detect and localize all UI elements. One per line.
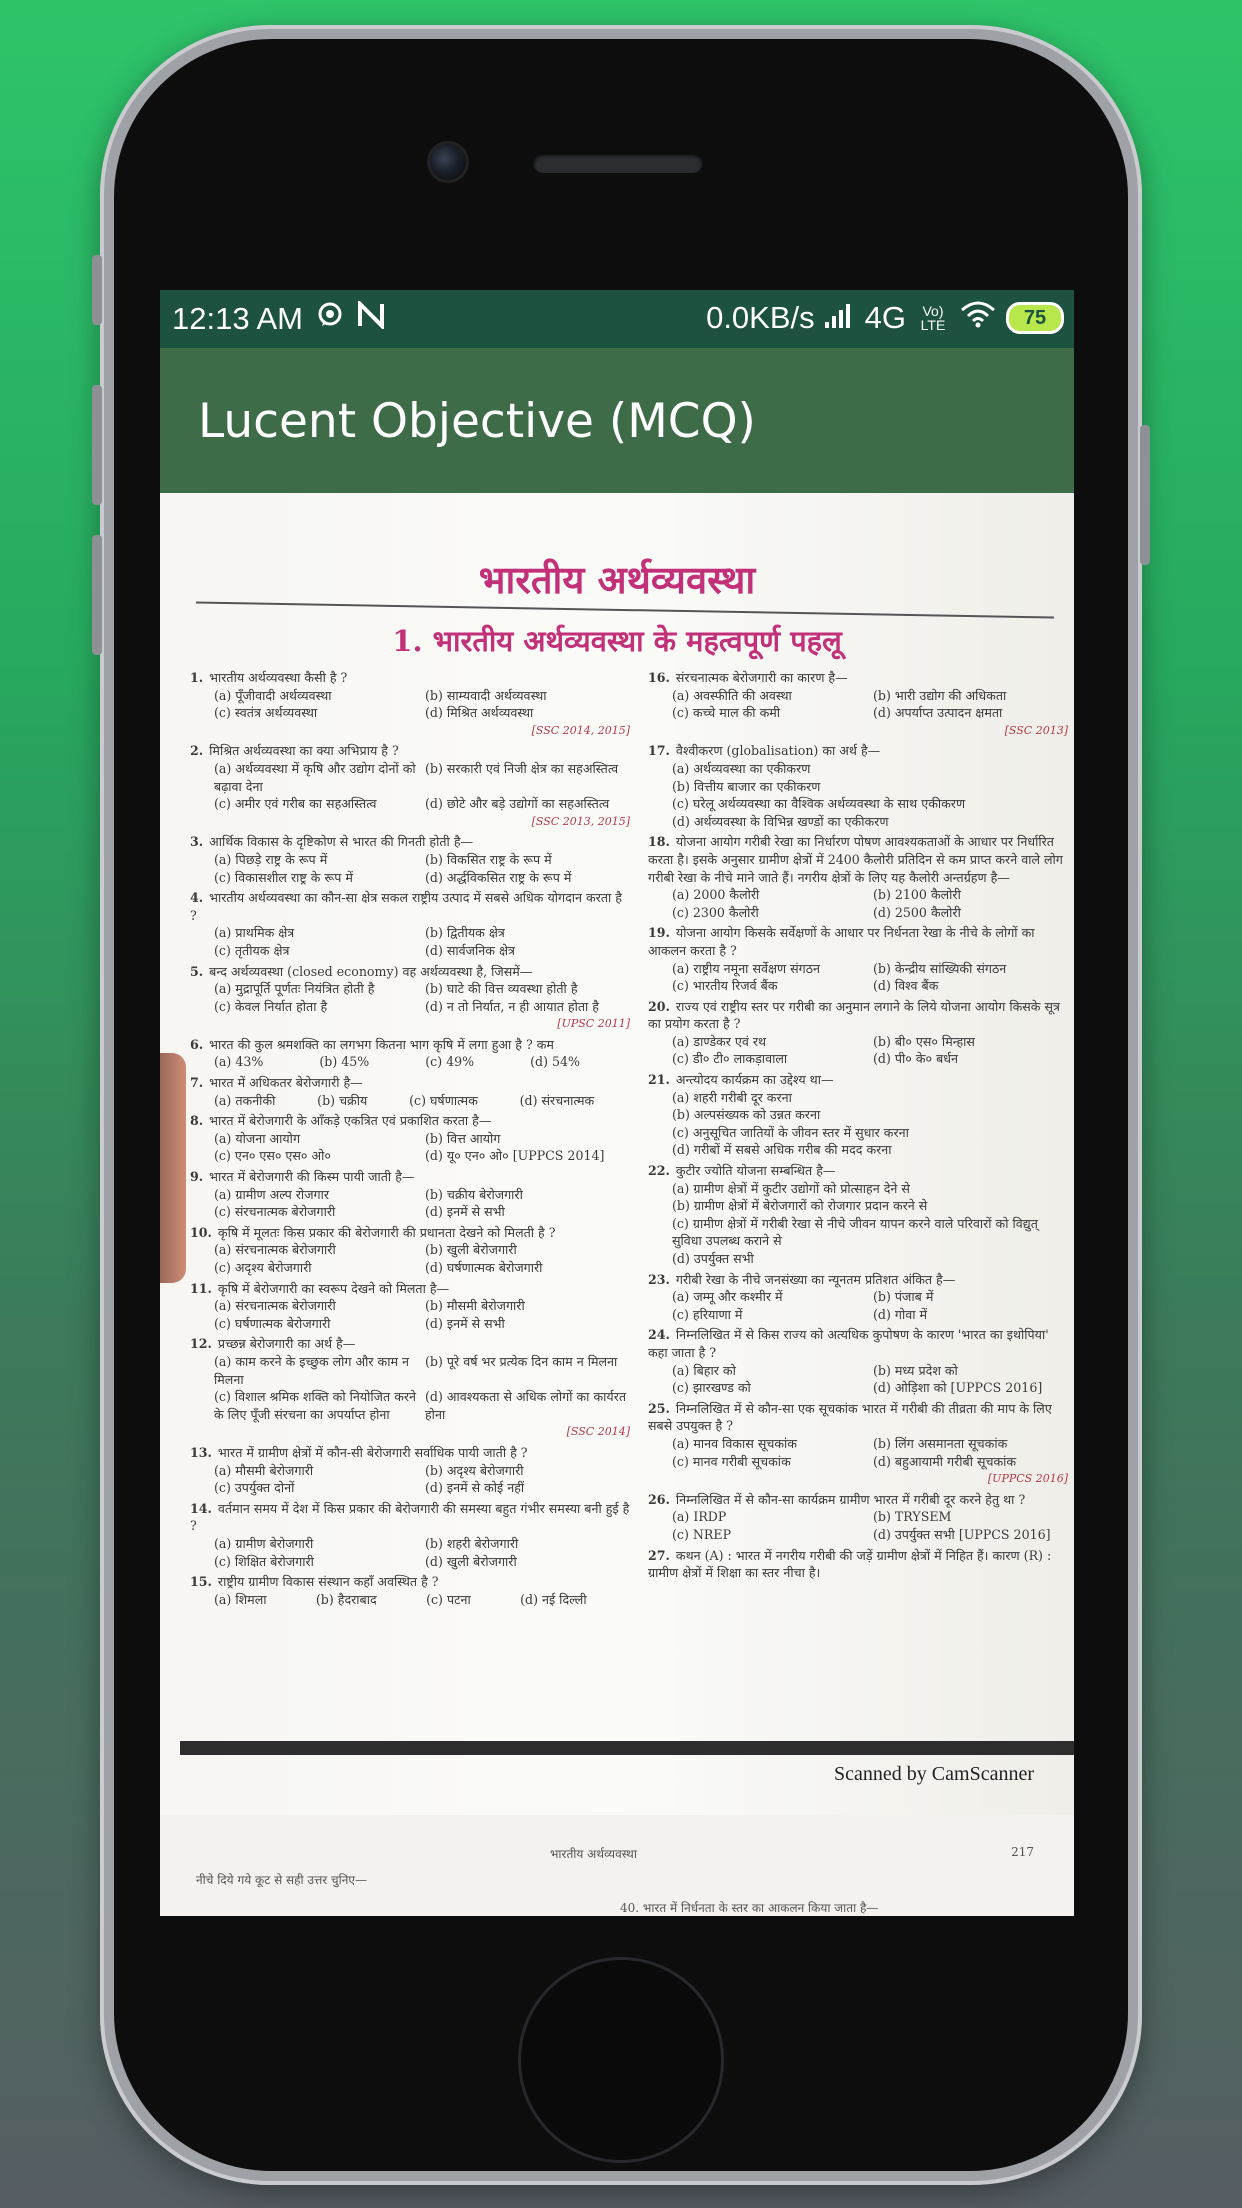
option-list [190, 687, 630, 722]
left-question-column [190, 669, 630, 1611]
app-title: Lucent Objective (MCQ) [198, 394, 756, 449]
exam-source: [SSC 2013, 2015] [531, 814, 630, 828]
question-item [190, 1074, 630, 1109]
answer-option: (d) अर्थव्यवस्था के विभिन्न खण्डों का एकीकरण [672, 813, 889, 829]
answer-option: (a) मुद्रापूर्ति पूर्णतः नियंत्रित होती है [214, 981, 375, 997]
question-text [190, 1500, 630, 1535]
answer-option: (c) शिक्षित बेरोजगारी [214, 1553, 314, 1569]
answer-option: (c) अनुसूचित जातियों के जीवन स्तर में सुधार करना [672, 1124, 909, 1140]
status-time: 12:13 AM [172, 300, 303, 336]
phone-screen [160, 290, 1074, 1916]
answer-option: (d) घर्षणात्मक बेरोजगारी [425, 1260, 543, 1275]
option-list [648, 886, 1068, 921]
scan-edge-bar [180, 1741, 1074, 1755]
question-label: राष्ट्रीय ग्रामीण विकास संस्थान कहाँ अवस्थित है ? [217, 1574, 439, 1590]
mute-switch [92, 255, 102, 325]
question-text [648, 1271, 1068, 1289]
question-item [190, 1444, 630, 1497]
answer-option: (b) केन्द्रीय सांख्यिकी संगठन [873, 960, 1007, 976]
camscanner-watermark: Scanned by CamScanner [834, 1763, 1034, 1785]
option-list [648, 1508, 1068, 1543]
question-number: 22. [648, 1163, 670, 1179]
question-item [648, 998, 1068, 1068]
option-list [648, 760, 1068, 830]
question-number: 18. [648, 834, 670, 850]
answer-option: (a) प्राथमिक क्षेत्र [214, 925, 295, 941]
answer-option: (b) हैदराबाद [315, 1591, 377, 1607]
option-list [190, 1186, 630, 1221]
answer-option: (d) उपर्युक्त सभी [UPPCS 2016] [873, 1526, 1051, 1542]
option-list [648, 1180, 1068, 1268]
answer-option: (a) काम करने के इच्छुक लोग और काम न मिलना [214, 1353, 410, 1387]
answer-option: (a) शहरी गरीबी दूर करना [672, 1089, 792, 1105]
option-list [648, 1288, 1068, 1323]
next-page-strip [160, 1815, 1074, 1916]
question-text [190, 1573, 630, 1591]
question-label: कृषि में बेरोजगारी का स्वरूप देखने को मिलता है— [217, 1280, 450, 1296]
question-number: 5. [190, 963, 204, 979]
answer-option: (d) आवश्यकता से अधिक लोगों का कार्यरत होना [425, 1389, 627, 1422]
question-number: 11. [190, 1280, 212, 1296]
question-label: भारत की कुल श्रमशक्ति का लगभग कितना भाग कृषि में लगा हुआ है ? कम [209, 1036, 554, 1052]
option-list [190, 980, 630, 1015]
answer-option: (a) संरचनात्मक बेरोजगारी [214, 1298, 336, 1314]
n-notification-icon [357, 301, 385, 336]
answer-option: (a) मानव विकास सूचकांक [672, 1435, 797, 1451]
question-number: 25. [648, 1400, 670, 1416]
volte-icon: Vo) LTE [920, 303, 946, 333]
option-list [648, 1435, 1068, 1470]
answer-option: (c) विकासशील राष्ट्र के रूप में [214, 869, 353, 885]
question-label: भारतीय अर्थव्यवस्था का कौन-सा क्षेत्र सकल राष्ट्रीय उत्पाद में सबसे अधिक योगदान करता है ? [190, 890, 622, 923]
question-item [190, 833, 630, 886]
answer-option: (c) हरियाणा में [672, 1306, 743, 1322]
answer-option: (b) सरकारी एवं निजी क्षेत्र का सहअस्तित्व [425, 760, 619, 776]
question-label: भारत में अधिकतर बेरोजगारी है— [209, 1075, 363, 1091]
question-number: 10. [190, 1224, 212, 1240]
question-label: कथन (A) : भारत में नगरीय गरीबी की जड़ें ग्रामीण क्षेत्रों में निहित हैं। कारण (R) : ग्रामीण क्षेत्रों में शिक्षा का स्तर नीचा है। [648, 1547, 1052, 1581]
question-number: 19. [648, 925, 670, 941]
answer-option: (b) घाटे की वित्त व्यवस्था होती है [425, 981, 578, 997]
option-list [190, 924, 630, 959]
question-label: कृषि में मूलतः किस प्रकार की बेरोजगारी की प्रधानता देखने को मिलती है ? [217, 1224, 556, 1240]
question-text [648, 1491, 1068, 1509]
page-title: भारतीय अर्थव्यवस्था [478, 557, 756, 602]
question-label: अन्त्योदय कार्यक्रम का उद्देश्य था— [675, 1072, 834, 1088]
question-item [648, 742, 1068, 830]
answer-option: (b) अल्पसंख्यक को उन्नत करना [672, 1107, 821, 1123]
answer-option: (a) तकनीकी [214, 1092, 276, 1108]
question-text [648, 998, 1068, 1033]
question-item [190, 1280, 630, 1333]
question-text [648, 669, 1068, 687]
answer-option: (a) अर्थव्यवस्था में कृषि और उद्योग दोनों को बढ़ावा देना [214, 760, 416, 794]
next-page-left-text: नीचे दिये गये कूट से सही उत्तर चुनिए— [196, 1873, 368, 1887]
exam-source: [SSC 2014] [566, 1425, 630, 1439]
question-label: भारत में बेरोजगारी के आँकड़े एकत्रित एवं प्रकाशित करता है— [209, 1113, 492, 1129]
answer-option: (d) खुली बेरोजगारी [425, 1553, 517, 1569]
answer-option: (b) ग्रामीण क्षेत्रों में बेरोजगारों को रोजगार प्रदान करने से [672, 1198, 928, 1214]
question-number: 9. [190, 1169, 204, 1185]
answer-option: (d) गोवा में [873, 1306, 928, 1322]
network-speed: 0.0KB/s [706, 300, 815, 335]
volume-down-button [92, 535, 102, 655]
answer-option: (b) भारी उद्योग की अधिकता [873, 687, 1007, 703]
question-item [648, 924, 1068, 994]
answer-option: (b) 2100 कैलोरी [873, 887, 961, 903]
answer-option: (a) ग्रामीण क्षेत्रों में कुटीर उद्योगों को प्रोत्साहन देने से [672, 1180, 910, 1196]
answer-option: (b) TRYSEM [873, 1509, 952, 1525]
power-button [1140, 425, 1150, 565]
option-list [190, 1353, 630, 1423]
answer-option: (b) 45% [319, 1054, 370, 1070]
question-item [648, 1326, 1068, 1396]
answer-option: (b) वित्त आयोग [425, 1130, 501, 1146]
answer-option: (c) डी० टी० लाकड़ावाला [672, 1051, 788, 1067]
answer-option: (d) न तो निर्यात, न ही आयात होता है [425, 998, 599, 1014]
question-number: 16. [648, 670, 670, 685]
scanned-page[interactable] [160, 493, 1074, 1916]
question-number: 15. [190, 1574, 212, 1590]
question-item [190, 1500, 630, 1570]
chapter-title: 1. भारतीय अर्थव्यवस्था के महत्वपूर्ण पहलू [392, 624, 842, 658]
question-text [190, 1074, 630, 1092]
answer-option: (d) सार्वजनिक क्षेत्र [425, 942, 515, 958]
option-list [648, 1033, 1068, 1068]
answer-option: (c) कच्चे माल की कमी [672, 705, 781, 721]
answer-option: (a) अर्थव्यवस्था का एकीकरण [672, 760, 811, 776]
question-text [648, 1400, 1068, 1435]
exam-source: [SSC 2013] [1004, 723, 1068, 737]
app-bar [160, 348, 1074, 493]
question-text [648, 1162, 1068, 1180]
question-item [190, 1112, 630, 1165]
answer-option: (d) इनमें से कोई नहीं [425, 1480, 525, 1496]
question-item [190, 1573, 630, 1608]
question-number: 26. [648, 1491, 670, 1507]
question-label: योजना आयोग गरीबी रेखा का निर्धारण पोषण आवश्यकताओं के आधार पर निर्धारित करता है। इसके अनुसार ग्रामीण क्षेत्रों में 2400 कैलोरी प्रतिदिन से कम प्राप्त करने वाले लोग गरीबी रेखा के नीचे माने जाते हैं। नगरीय क्षेत्रों के लिए यह कैलोरी अन्तर्ग्रहण है— [648, 834, 1063, 885]
option-list [648, 960, 1068, 995]
answer-option: (d) इनमें से सभी [425, 1204, 505, 1220]
question-number: 4. [190, 890, 204, 906]
finger-shadow [160, 1053, 186, 1283]
answer-option: (c) विशाल श्रमिक शक्ति को नियोजित करने के लिए पूँजी संरचना का अपर्याप्त होना [214, 1389, 417, 1422]
answer-option: (a) ग्रामीण अल्प रोजगार [214, 1186, 330, 1202]
answer-option: (d) नई दिल्ली [520, 1591, 587, 1607]
option-list [648, 687, 1068, 722]
question-number: 6. [190, 1036, 204, 1052]
answer-option: (d) 54% [530, 1054, 580, 1070]
front-camera [430, 144, 466, 180]
answer-option: (a) 43% [214, 1054, 264, 1070]
network-type: 4G [864, 300, 906, 335]
wifi-icon [960, 300, 996, 336]
answer-option: (b) पूरे वर्ष भर प्रत्येक दिन काम न मिलना [425, 1353, 618, 1369]
answer-option: (a) ग्रामीण बेरोजगारी [214, 1535, 314, 1551]
option-list [190, 1462, 630, 1497]
answer-option: (a) बिहार को [672, 1362, 736, 1378]
option-list [190, 760, 630, 813]
answer-option: (c) मानव गरीबी सूचकांक [672, 1453, 791, 1469]
question-number: 3. [190, 834, 204, 850]
answer-option: (a) योजना आयोग [214, 1130, 301, 1146]
question-number: 2. [190, 743, 204, 759]
option-list [190, 1053, 630, 1071]
question-number: 13. [190, 1444, 212, 1460]
answer-option: (a) मौसमी बेरोजगारी [214, 1462, 314, 1478]
question-label: राज्य एवं राष्ट्रीय स्तर पर गरीबी का अनुमान लगाने के लिये योजना आयोग किसके सूत्र का प्रयोग करता है ? [648, 998, 1060, 1032]
question-item [648, 1071, 1068, 1159]
exam-source: [UPPCS 2016] [987, 1472, 1068, 1486]
answer-option: (b) शहरी बेरोजगारी [425, 1535, 519, 1551]
question-text [190, 742, 630, 760]
question-text [648, 1326, 1068, 1361]
answer-option: (b) विकसित राष्ट्र के रूप में [425, 851, 552, 867]
question-number: 12. [190, 1336, 212, 1352]
option-list [190, 1591, 630, 1609]
home-button[interactable] [521, 1960, 721, 2160]
question-label: आर्थिक विकास के दृष्टिकोण से भारत की गिनती होती है— [209, 834, 474, 850]
answer-option: (c) तृतीयक क्षेत्र [214, 942, 290, 958]
question-text [648, 1071, 1068, 1089]
answer-option: (c) घरेलू अर्थव्यवस्था का वैश्विक अर्थव्यवस्था के साथ एकीकरण [672, 796, 966, 812]
question-item [190, 889, 630, 959]
question-item [648, 1491, 1068, 1544]
question-item [648, 1271, 1068, 1324]
exam-source: [SSC 2014, 2015] [531, 723, 630, 737]
question-item [190, 1168, 630, 1221]
question-item [648, 833, 1068, 921]
answer-option: (d) गरीबों में सबसे अधिक गरीब की मदद करना [672, 1142, 892, 1158]
question-item [648, 1547, 1068, 1582]
answer-option: (a) संरचनात्मक बेरोजगारी [214, 1242, 336, 1258]
answer-option: (b) खुली बेरोजगारी [425, 1242, 517, 1258]
question-label: भारत में बेरोजगारी की किस्म पायी जाती है— [209, 1169, 415, 1185]
question-label: प्रच्छन्न बेरोजगारी का अर्थ है— [217, 1336, 356, 1352]
volume-up-button [92, 385, 102, 505]
answer-option: (d) छोटे और बड़े उद्योगों का सहअस्तित्व [425, 796, 610, 812]
question-label: संरचनात्मक बेरोजगारी का कारण है— [675, 670, 848, 685]
answer-option: (d) विश्व बैंक [873, 978, 939, 994]
answer-option: (d) पी० के० बर्धन [873, 1051, 959, 1067]
answer-option: (b) चक्रीय [317, 1092, 368, 1108]
question-label: वर्तमान समय में देश में किस प्रकार की बेरोजगारी की समस्या बहुत गंभीर समस्या बनी हुई है ? [190, 1500, 630, 1534]
question-item [190, 963, 630, 1033]
question-text [190, 1280, 630, 1298]
question-number: 24. [648, 1327, 670, 1343]
answer-option: (c) उपर्युक्त दोनों [214, 1480, 295, 1496]
question-item [648, 669, 1068, 739]
question-label: भारत में ग्रामीण क्षेत्रों में कौन-सी बेरोजगारी सर्वाधिक पायी जाती है ? [217, 1444, 528, 1460]
answer-option: (c) झारखण्ड को [672, 1380, 751, 1396]
answer-option: (a) डाण्डेकर एवं रथ [672, 1033, 767, 1049]
question-label: कुटीर ज्योति योजना सम्बन्धित है— [675, 1163, 836, 1179]
question-text [190, 1112, 630, 1130]
answer-option: (d) उपर्युक्त सभी [672, 1251, 754, 1266]
question-text [648, 924, 1068, 959]
question-text [648, 833, 1068, 886]
question-label: बन्द अर्थव्यवस्था (closed economy) वह अर्थव्यवस्था है, जिसमें— [209, 963, 533, 979]
question-item [190, 1036, 630, 1071]
answer-option: (c) भारतीय रिजर्व बैंक [672, 978, 778, 994]
answer-option: (b) वित्तीय बाजार का एकीकरण [672, 778, 821, 794]
question-item [190, 1224, 630, 1277]
question-text [190, 1036, 630, 1054]
option-list [190, 1130, 630, 1165]
answer-option: (b) पंजाब में [873, 1289, 934, 1305]
question-text [190, 889, 630, 924]
answer-option: (a) अवस्फीति की अवस्था [672, 687, 792, 703]
answer-option: (d) 2500 कैलोरी [873, 904, 961, 920]
answer-option: (a) 2000 कैलोरी [672, 887, 760, 903]
answer-option: (a) पूँजीवादी अर्थव्यवस्था [214, 687, 332, 703]
question-text [190, 1224, 630, 1242]
question-number: 20. [648, 998, 670, 1014]
answer-option: (c) अदृश्य बेरोजगारी [214, 1260, 312, 1275]
answer-option: (c) NREP [672, 1526, 732, 1542]
option-list [190, 1241, 630, 1276]
question-number: 14. [190, 1500, 212, 1516]
answer-option: (c) अमीर एवं गरीब का सहअस्तित्व [214, 796, 377, 812]
question-item [648, 1400, 1068, 1488]
answer-option: (c) ग्रामीण क्षेत्रों में गरीबी रेखा से नीचे जीवन यापन करने वाले परिवारों को विद्युत् सुविधा उपलब्ध कराने से [672, 1215, 1038, 1249]
question-text [190, 963, 630, 981]
question-text [190, 669, 630, 687]
answer-option: (c) एन० एस० एस० ओ० [214, 1148, 331, 1164]
answer-option: (a) पिछड़े राष्ट्र के रूप में [214, 851, 328, 867]
answer-option: (d) यू० एन० ओ० [UPPCS 2014] [425, 1148, 605, 1164]
answer-option: (b) मध्य प्रदेश को [873, 1362, 958, 1378]
question-number: 23. [648, 1271, 670, 1287]
question-text [648, 742, 1068, 760]
answer-option: (b) साम्यवादी अर्थव्यवस्था [425, 687, 547, 703]
answer-option: (c) 2300 कैलोरी [672, 904, 759, 920]
answer-option: (c) घर्षणात्मक बेरोजगारी [214, 1315, 331, 1331]
answer-option: (c) संरचनात्मक बेरोजगारी [214, 1204, 336, 1220]
status-bar [160, 290, 1074, 348]
answer-option: (d) मिश्रित अर्थव्यवस्था [425, 705, 534, 721]
earpiece-speaker [533, 153, 703, 173]
question-number: 21. [648, 1072, 670, 1088]
answer-option: (b) मौसमी बेरोजगारी [425, 1298, 525, 1314]
answer-option: (b) द्वितीयक क्षेत्र [425, 925, 505, 941]
option-list [648, 1089, 1068, 1159]
option-list [190, 1092, 630, 1110]
option-list [190, 1297, 630, 1332]
whatsapp-icon [315, 300, 345, 337]
battery-icon: 75 [1006, 302, 1064, 334]
option-list [190, 851, 630, 886]
question-label: भारतीय अर्थव्यवस्था कैसी है ? [209, 670, 348, 685]
answer-option: (a) राष्ट्रीय नमूना सर्वेक्षण संगठन [672, 960, 821, 976]
question-number: 8. [190, 1113, 204, 1129]
next-page-number: 217 [1011, 1845, 1034, 1859]
question-number: 27. [648, 1547, 670, 1563]
answer-option: (d) अर्द्धविकसित राष्ट्र के रूप में [425, 869, 572, 885]
answer-option: (c) घर्षणात्मक [409, 1092, 478, 1108]
question-label: निम्नलिखित में से कौन-सा कार्यक्रम ग्रामीण भारत में गरीबी दूर करने हेतु था ? [675, 1491, 1026, 1507]
question-item [190, 1335, 630, 1441]
option-list [190, 1535, 630, 1570]
next-page-right-text: 40. भारत में निर्धनता के स्तर का आकलन किया जाता है— [620, 1901, 879, 1915]
question-label: निम्नलिखित में से किस राज्य को अत्यधिक कुपोषण के कारण 'भारत का इथोपिया' कहा जाता है ? [648, 1327, 1049, 1360]
question-text [190, 1335, 630, 1353]
answer-option: (d) अपर्याप्त उत्पादन क्षमता [873, 705, 1003, 721]
next-page-header: भारतीय अर्थव्यवस्था [550, 1847, 637, 1861]
answer-option: (d) ओड़िशा को [UPPCS 2016] [873, 1380, 1043, 1396]
answer-option: (b) अदृश्य बेरोजगारी [425, 1462, 524, 1478]
question-label: निम्नलिखित में से कौन-सा एक सूचकांक भारत में गरीबी की तीव्रता की माप के लिए सबसे उपयुक्त है ? [648, 1400, 1052, 1434]
question-number: 7. [190, 1075, 204, 1091]
answer-option: (d) संरचनात्मक [519, 1092, 595, 1108]
question-label: गरीबी रेखा के नीचे जनसंख्या का न्यूनतम प्रतिशत अंकित है— [675, 1271, 956, 1287]
answer-option: (d) इनमें से सभी [425, 1315, 505, 1331]
answer-option: (b) बी० एस० मिन्हास [873, 1033, 975, 1049]
answer-option: (a) शिमला [214, 1591, 267, 1607]
question-item [190, 669, 630, 739]
question-text [648, 1547, 1068, 1582]
question-label: मिश्रित अर्थव्यवस्था का क्या अभिप्राय है ? [209, 743, 399, 759]
signal-icon [825, 300, 855, 336]
right-question-column [648, 669, 1068, 1585]
answer-option: (a) जम्मू और कश्मीर में [672, 1289, 783, 1305]
question-text [190, 833, 630, 851]
answer-option: (c) 49% [425, 1054, 475, 1070]
answer-option: (b) चक्रीय बेरोजगारी [425, 1186, 523, 1202]
answer-option: (b) लिंग असमानता सूचकांक [873, 1435, 1008, 1451]
question-item [648, 1162, 1068, 1268]
question-text [190, 1168, 630, 1186]
question-label: योजना आयोग किसके सर्वेक्षणों के आधार पर निर्धनता रेखा के नीचे के लोगों का आकलन करता है ? [648, 925, 1035, 958]
question-number: 1. [190, 670, 204, 685]
option-list [648, 1362, 1068, 1397]
question-text [190, 1444, 630, 1462]
answer-option: (c) पटना [426, 1591, 471, 1607]
answer-option: (c) स्वतंत्र अर्थव्यवस्था [214, 705, 318, 721]
answer-option: (d) बहुआयामी गरीबी सूचकांक [873, 1453, 1017, 1469]
question-number: 17. [648, 743, 670, 759]
question-item [190, 742, 630, 830]
question-label: वैश्वीकरण (globalisation) का अर्थ है— [675, 743, 881, 759]
exam-source: [UPSC 2011] [557, 1017, 630, 1031]
answer-option: (a) IRDP [672, 1509, 727, 1525]
answer-option: (c) केवल निर्यात होता है [214, 998, 328, 1014]
